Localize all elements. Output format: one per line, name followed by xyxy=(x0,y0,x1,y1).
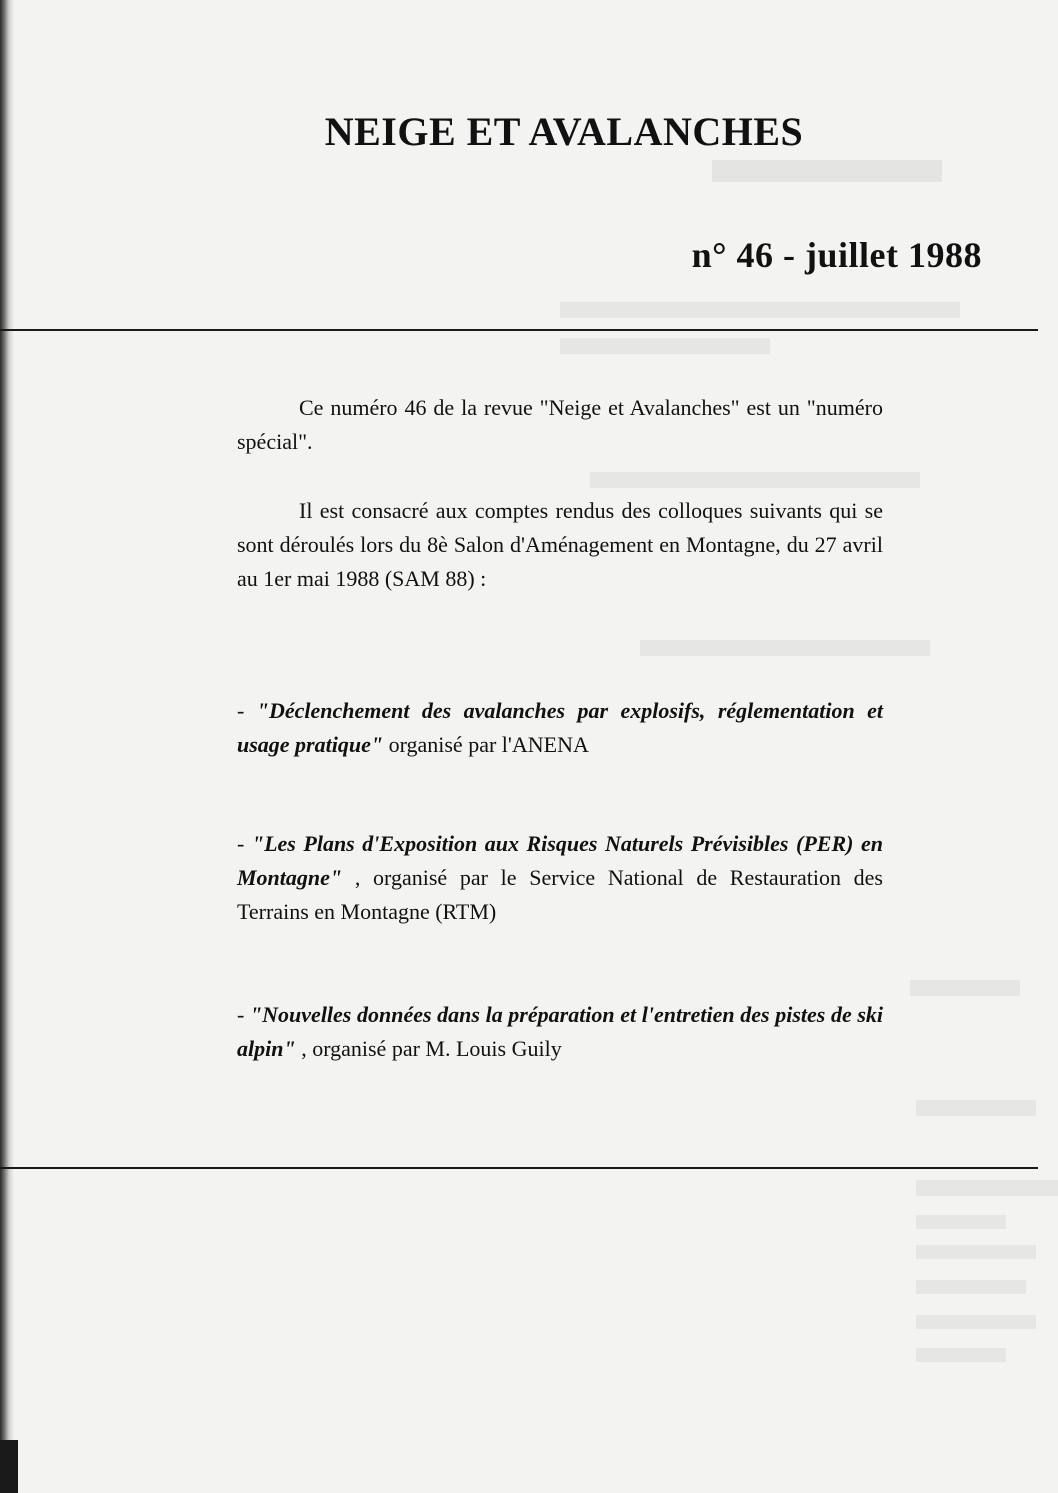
bleed-through-mark xyxy=(916,1315,1036,1329)
intro-paragraph: Il est consacré aux comptes rendus des colloques suivants qui se sont déroulés lors du 8è Salon d'Aménagement en Montagne, du 27 avril au 1er mai 1988 (SAM 88) : xyxy=(237,498,883,591)
colloque-organizer: , organisé par le Service National de Restauration des Terrains en Montagne (RTM) xyxy=(237,865,883,924)
bleed-through-mark xyxy=(916,1215,1006,1229)
colloque-item xyxy=(237,694,883,762)
scan-corner-shadow xyxy=(0,1440,18,1493)
intro-paragraph: Ce numéro 46 de la revue "Neige et Avalanches" est un "numéro spécial". xyxy=(237,395,883,454)
bleed-through-mark xyxy=(916,1245,1036,1259)
bottom-divider xyxy=(0,1167,1038,1169)
scan-binding-edge xyxy=(0,0,14,1493)
item-dash: - xyxy=(237,831,252,856)
page-title: NEIGE ET AVALANCHES xyxy=(324,109,804,154)
bleed-through-mark xyxy=(640,640,930,656)
bleed-through-mark xyxy=(910,980,1020,996)
colloque-title: "Déclenchement des avalanches par explosifs, réglementation et usage pratique" xyxy=(237,698,884,757)
colloque-item xyxy=(237,998,883,1066)
bleed-through-mark xyxy=(560,338,770,354)
colloque-title: "Les Plans d'Exposition aux Risques Naturels Prévisibles (PER) en Montagne" xyxy=(237,831,883,890)
bleed-through-mark xyxy=(916,1180,1058,1196)
colloque-item xyxy=(237,827,883,929)
bleed-through-mark xyxy=(712,160,942,182)
bleed-through-mark xyxy=(916,1280,1026,1294)
issue-number: n° 46 - juillet 1988 xyxy=(691,235,982,275)
colloque-organizer: organisé par l'ANENA xyxy=(383,732,589,757)
item-dash: - xyxy=(237,698,257,723)
bleed-through-mark xyxy=(590,472,920,488)
bleed-through-mark xyxy=(916,1348,1006,1362)
colloque-title: "Nouvelles données dans la préparation et l'entretien des pistes de ski alpin" xyxy=(237,1002,883,1061)
top-divider xyxy=(0,329,1038,331)
bleed-through-mark xyxy=(916,1100,1036,1116)
bleed-through-mark xyxy=(560,302,960,318)
item-dash: - xyxy=(237,1002,250,1027)
colloque-organizer: , organisé par M. Louis Guily xyxy=(295,1036,562,1061)
